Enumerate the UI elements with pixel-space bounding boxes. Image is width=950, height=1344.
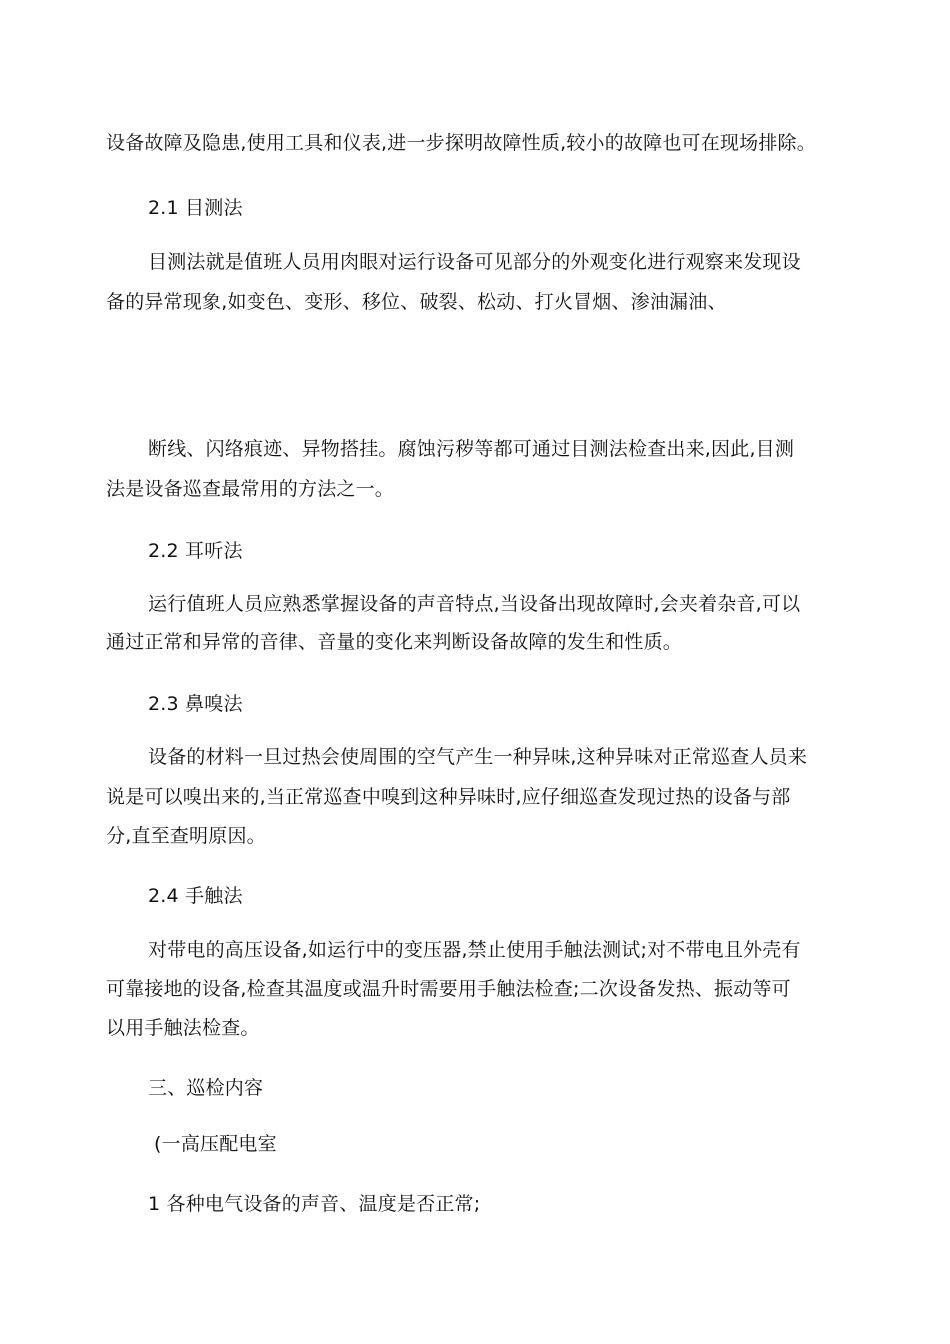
paragraph-line: 备的异常现象,如变色、变形、移位、破裂、松动、打火冒烟、渗油漏油、 xyxy=(106,291,727,313)
section-heading-2-4: 2.4 手触法 xyxy=(148,885,243,907)
paragraph-line: 以用手触法检查。 xyxy=(106,1017,260,1039)
paragraph-line: 说是可以嗅出来的,当正常巡查中嗅到这种异味时,应仔细巡查发现过热的设备与部 xyxy=(106,786,791,808)
subsection-heading: (一高压配电室 xyxy=(154,1133,277,1155)
paragraph-line: 对带电的高压设备,如运行中的变压器,禁止使用手触法测试;对不带电且外壳有 xyxy=(148,939,801,961)
section-heading-2-3: 2.3 鼻嗅法 xyxy=(148,693,243,715)
paragraph-line: 分,直至查明原因。 xyxy=(106,825,266,847)
paragraph-line: 法是设备巡查最常用的方法之一。 xyxy=(106,478,395,500)
paragraph-line: 通过正常和异常的音律、音量的变化来判断设备故障的发生和性质。 xyxy=(106,631,683,653)
section-heading-3: 三、巡检内容 xyxy=(148,1077,264,1099)
paragraph-line: 可靠接地的设备,检查其温度或温升时需要用手触法检查;二次设备发热、振动等可 xyxy=(106,978,791,1000)
paragraph-line: 设备故障及隐患,使用工具和仪表,进一步探明故障性质,较小的故障也可在现场排除。 xyxy=(106,132,816,154)
list-item: 1 各种电气设备的声音、温度是否正常; xyxy=(148,1193,481,1215)
section-heading-2-1: 2.1 目测法 xyxy=(148,197,243,219)
paragraph-line: 设备的材料一旦过热会使周围的空气产生一种异味,这种异味对正常巡查人员来 xyxy=(148,746,808,768)
paragraph-line: 断线、闪络痕迹、异物搭挂。腐蚀污秽等都可通过目测法检查出来,因此,目测 xyxy=(148,438,795,460)
section-heading-2-2: 2.2 耳听法 xyxy=(148,540,243,562)
paragraph-line: 目测法就是值班人员用肉眼对运行设备可见部分的外观变化进行观察来发现设 xyxy=(148,251,801,273)
paragraph-line: 运行值班人员应熟悉掌握设备的声音特点,当设备出现故障时,会夹着杂音,可以 xyxy=(148,593,801,615)
